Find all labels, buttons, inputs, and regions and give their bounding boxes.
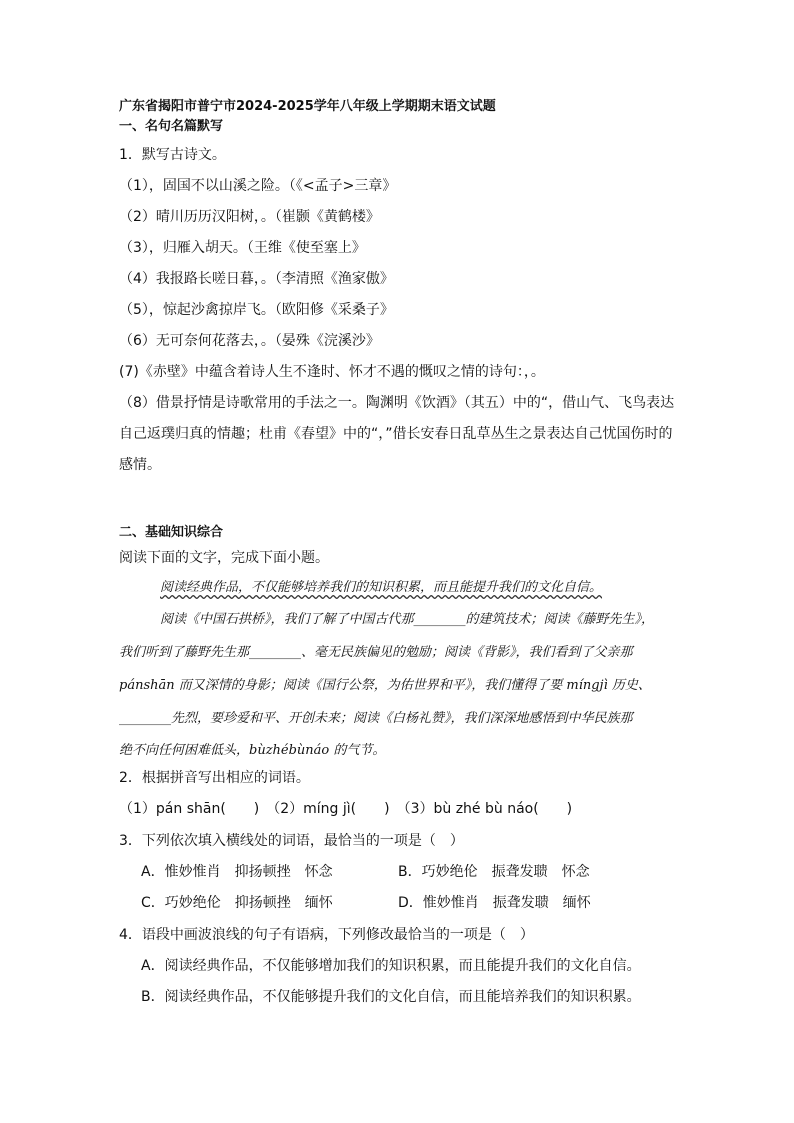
passage-line-2: 阅读《中国石拱桥》，我们了解了中国古代那________的建筑技术；阅读《藤野先生》，	[160, 612, 655, 627]
q3-option-c: C．巧妙绝伦 抑扬顿挫 缅怀	[141, 895, 333, 911]
q4-option-a: A．阅读经典作品，不仅能够增加我们的知识积累，而且能提升我们的文化自信。	[141, 958, 641, 974]
q1-item-7: (7)《赤壁》中蕴含着诗人生不逢时、怀才不遇的慨叹之情的诗句：，。	[119, 364, 545, 380]
q3-option-b: B．巧妙绝伦 振聋发聩 怀念	[398, 864, 590, 880]
section-heading-1: 一、名句名篇默写	[119, 119, 224, 134]
q4-stem: 4．语段中画波浪线的句子有语病，下列修改最恰当的一项是（ ）	[119, 927, 534, 943]
q3-option-a: A．惟妙惟肖 抑扬顿挫 怀念	[141, 864, 333, 880]
q3-option-d: D．惟妙惟肖 振聋发聩 缅怀	[398, 895, 591, 911]
q2-stem: 2．根据拼音写出相应的词语。	[119, 770, 310, 786]
q1-item-4: （4）我报路长嗟日暮，。（李清照《渔家傲》	[119, 271, 394, 287]
q1-item-2: （2）晴川历历汉阳树，。（崔颢《黄鹤楼》	[119, 209, 380, 225]
q1-item-1: （1），固国不以山溪之险。（《<孟子>三章》	[119, 178, 397, 194]
document-title: 广东省揭阳市普宁市2024-2025学年八年级上学期期末语文试题	[119, 99, 496, 114]
q1-item-3: （3），归雁入胡天。（王维《使至塞上》	[119, 240, 366, 256]
q1-item-6: （6）无可奈何花落去，。（晏殊《浣溪沙》	[119, 333, 380, 349]
reading-intro: 阅读下面的文字，完成下面小题。	[119, 550, 329, 566]
q1-item-8-line-1: （8）借景抒情是诗歌常用的手法之一。陶渊明《饮酒》（其五）中的“，借山气、飞鸟表达	[119, 395, 675, 411]
q4-option-b: B．阅读经典作品，不仅能够提升我们的文化自信，而且能培养我们的知识积累。	[141, 989, 641, 1005]
passage-line-1	[160, 578, 602, 598]
q1-stem: 1．默写古诗文。	[119, 147, 226, 163]
section-heading-2: 二、基础知识综合	[119, 525, 224, 540]
q2-blanks: （1）pán shān( ) （2）míng jì( ) （3）bù zhé bù náo( )	[119, 801, 573, 817]
passage-line-5: ________先烈，要珍爱和平、开创未来；阅读《白杨礼赞》，我们深深地感悟到中华民族那	[119, 711, 633, 726]
wavy-underlined-sentence: 阅读经典作品，不仅能够培养我们的知识积累，而且能提升我们的文化自信。	[160, 580, 603, 595]
passage-line-3: 我们听到了藤野先生那________、毫无民族偏见的勉励；阅读《背影》，我们看到了父亲那	[119, 645, 633, 660]
passage-line-4: pánshān 而又深情的身影；阅读《国行公祭，为佑世界和平》，我们懂得了要 míngjì 历史、	[119, 678, 651, 693]
passage-line-6: 绝不向任何困难低头，bùzhébùnáo 的气节。	[119, 743, 386, 758]
q1-item-8-line-3: 感情。	[119, 457, 161, 473]
q1-item-8-line-2: 自己返璞归真的情趣；杜甫《春望》中的“，”借长安春日乱草丛生之景表达自己忧国伤时的	[119, 426, 673, 442]
q3-stem: 3．下列依次填入横线处的词语，最恰当的一项是（ ）	[119, 833, 464, 849]
q1-item-5: （5），惊起沙禽掠岸飞。（欧阳修《采桑子》	[119, 302, 394, 318]
